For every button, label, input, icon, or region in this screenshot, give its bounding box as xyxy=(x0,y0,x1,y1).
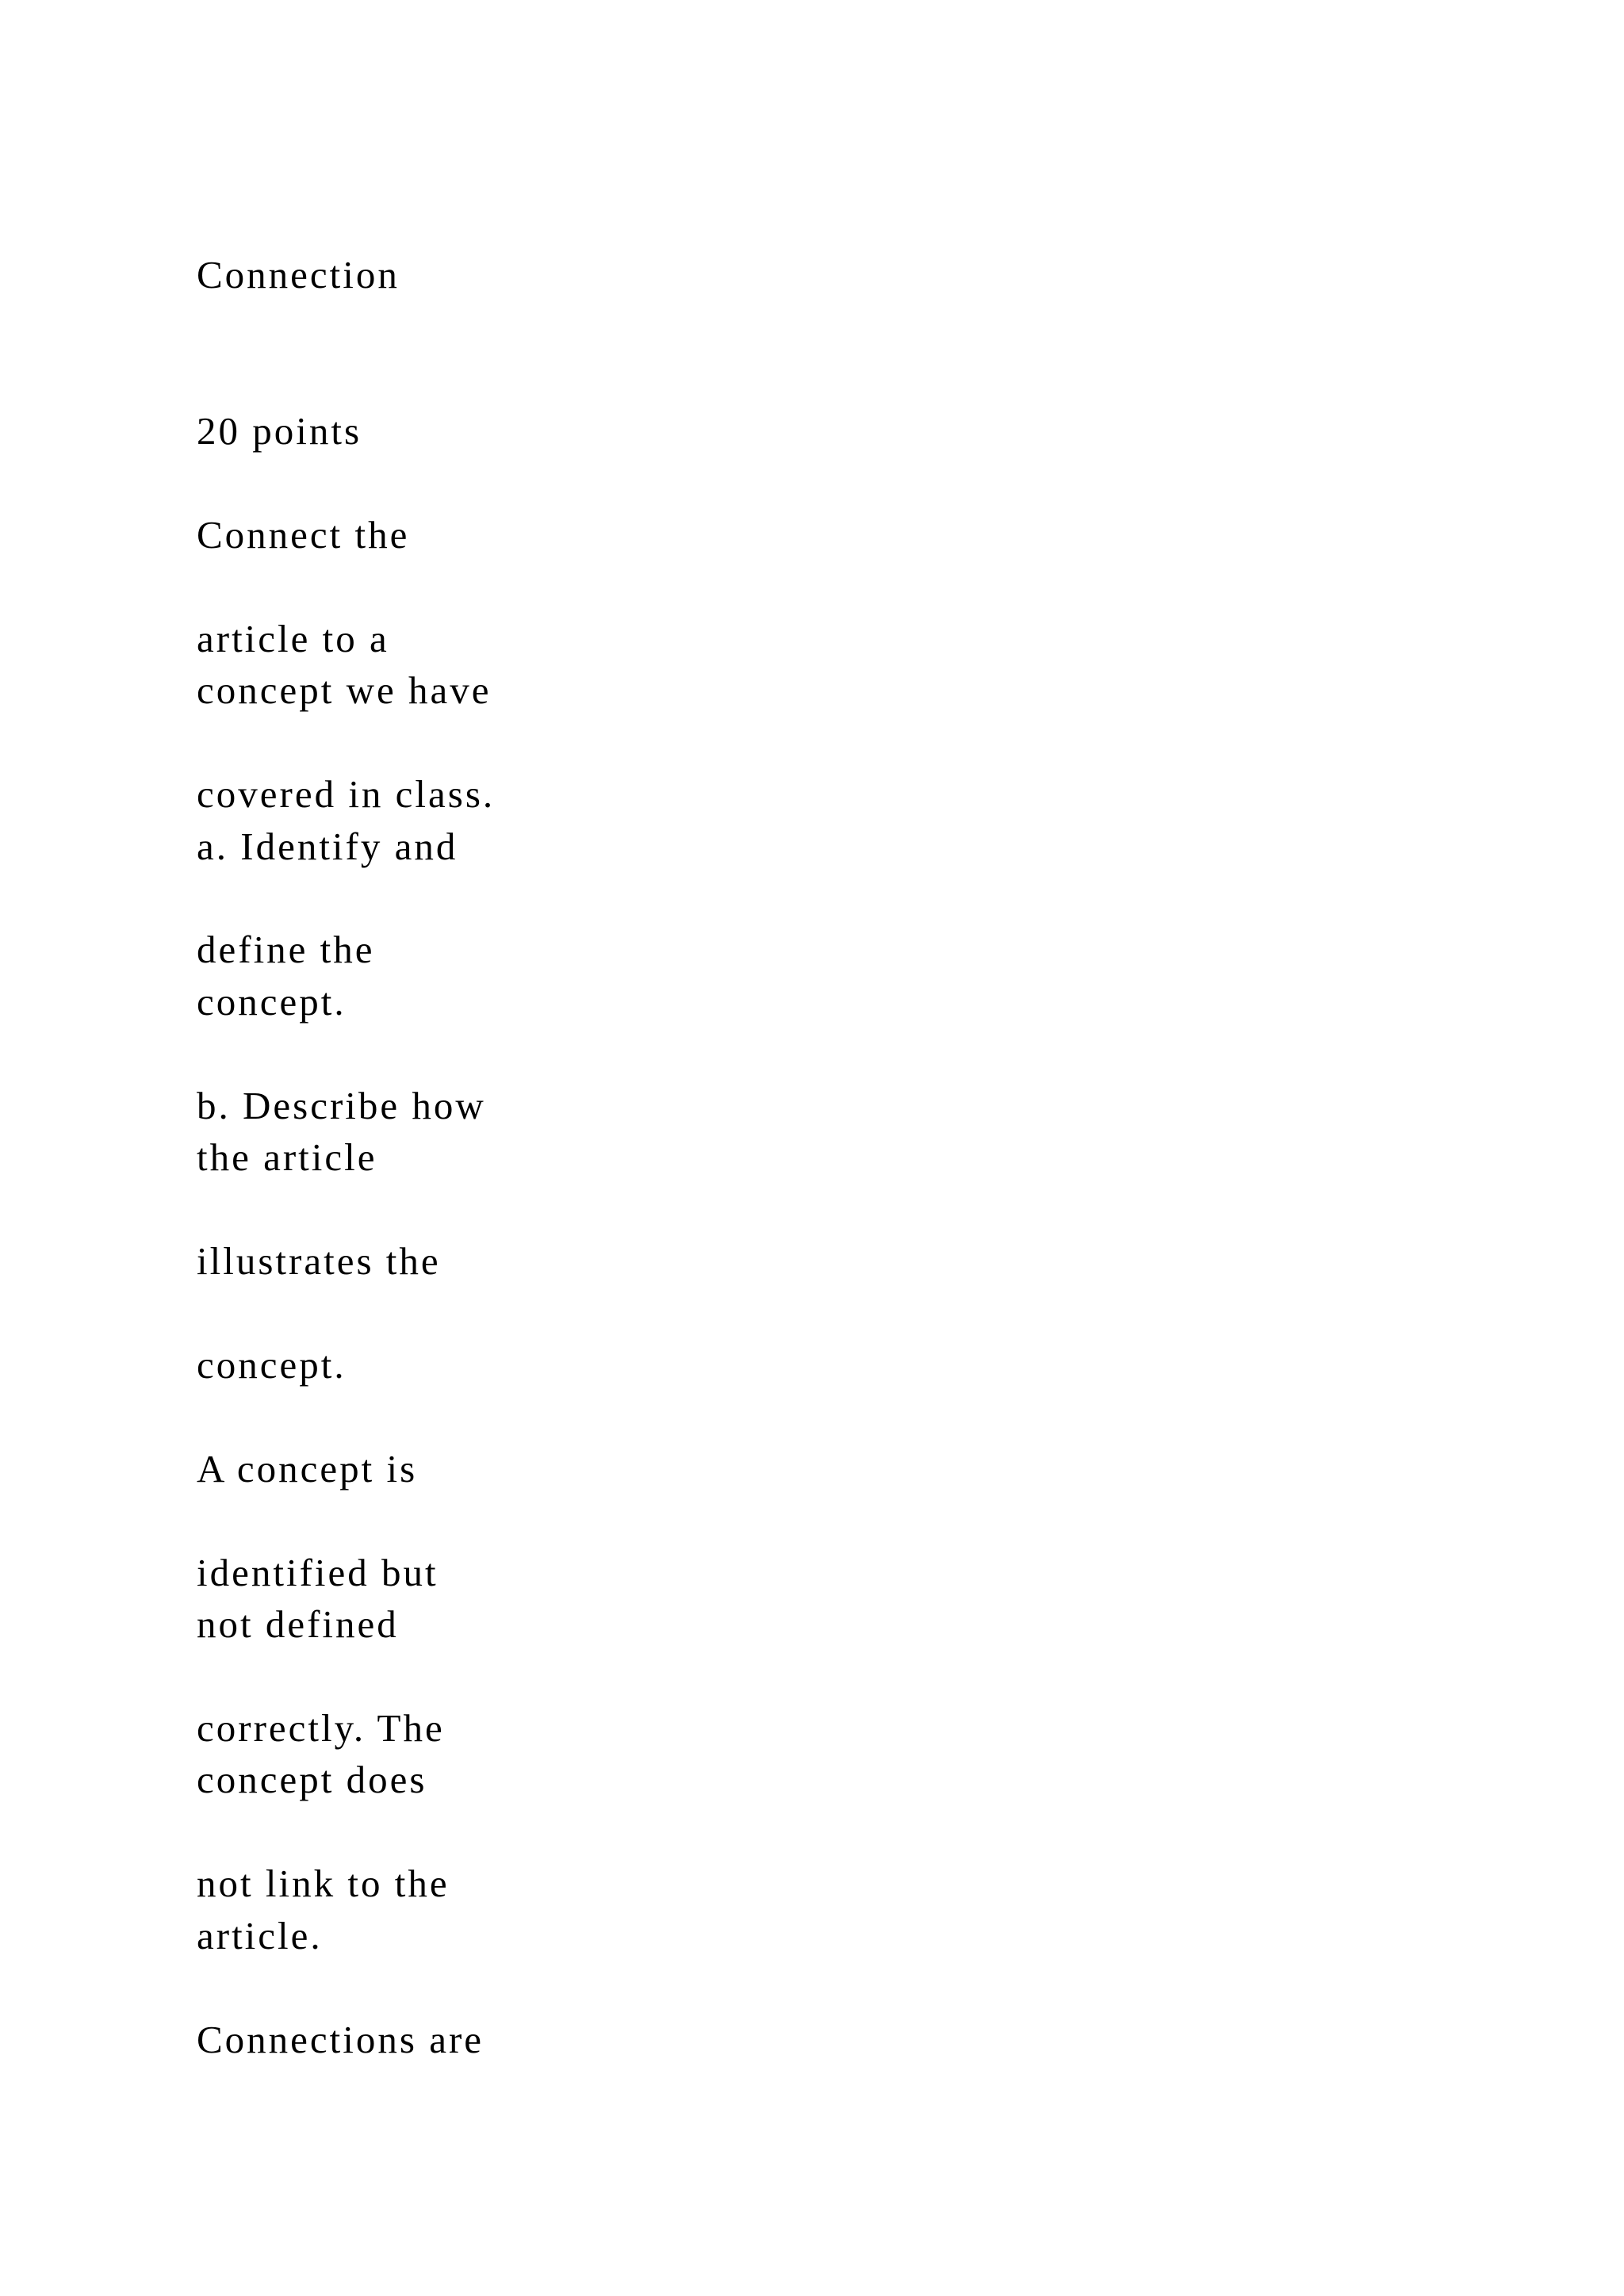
points-value: 20 points xyxy=(197,409,362,453)
section-heading: Connection xyxy=(197,253,400,297)
text-line: the article xyxy=(197,1135,377,1179)
text-line: a. Identify and xyxy=(197,825,458,868)
text-line: correctly. The xyxy=(197,1706,445,1750)
text-line: article to a xyxy=(197,617,389,660)
text-line: illustrates the xyxy=(197,1239,441,1283)
text-line: define the xyxy=(197,928,375,971)
text-line: identified but xyxy=(197,1551,439,1594)
text-line: concept we have xyxy=(197,668,492,712)
text-line: not defined xyxy=(197,1602,399,1646)
text-line: Connect the xyxy=(197,513,410,557)
text-line: article. xyxy=(197,1914,323,1957)
text-line: not link to the xyxy=(197,1862,450,1905)
text-line: concept. xyxy=(197,980,347,1024)
text-line: Connections are xyxy=(197,2018,485,2061)
text-line: b. Describe how xyxy=(197,1084,486,1127)
text-line: concept. xyxy=(197,1343,347,1387)
text-line: covered in class. xyxy=(197,772,496,816)
text-line: A concept is xyxy=(197,1447,418,1490)
text-line: concept does xyxy=(197,1758,427,1801)
